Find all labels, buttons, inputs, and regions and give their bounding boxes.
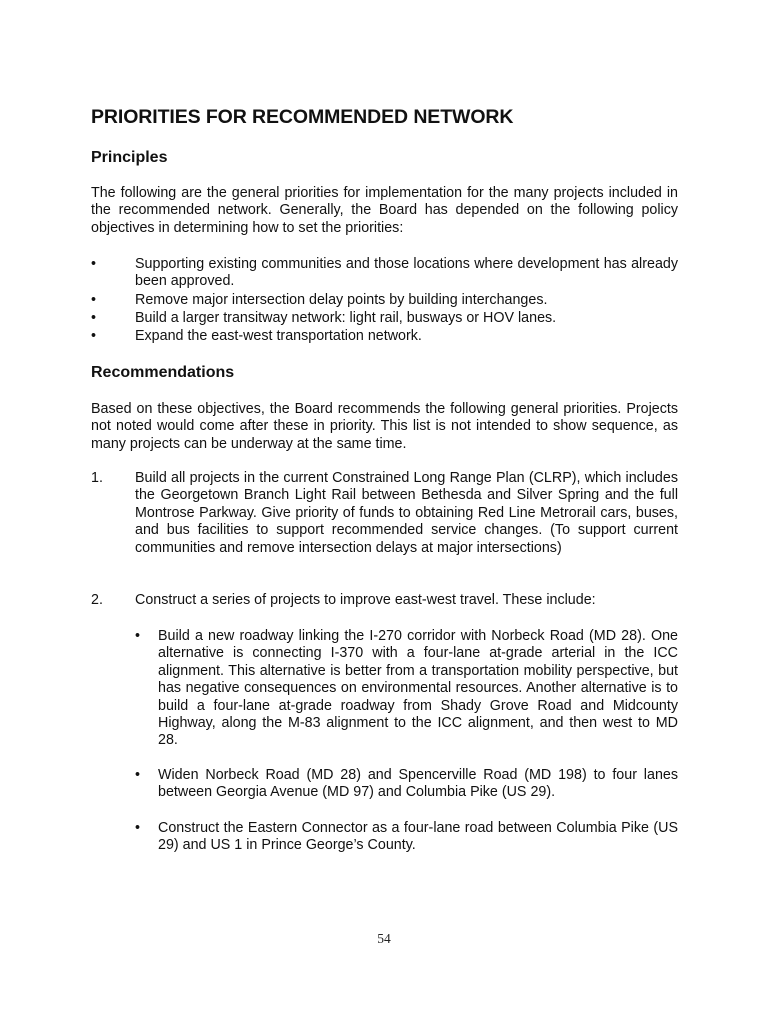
bullet-marker: •	[91, 256, 97, 272]
bullet-marker: •	[135, 767, 141, 783]
sub-bullet-text: Build a new roadway linking the I-270 corridor with Norbeck Road (MD 28). One alternative is connecting I-370 with a four-lane at-grade arterial in the ICC alignment. This alternative is better from a transportation mobility perspective, but has negative consequences on environmental resources. Another alternative is to build a four-lane at-grade roadway from Shady Grove Road and Midcounty Highway, along the M-83 alignment to the ICC alignment, and then west to MD 28.	[158, 628, 678, 749]
principles-bullet-text: Expand the east-west transportation network.	[135, 328, 422, 344]
item-number: 2.	[91, 592, 103, 608]
page-number: 54	[377, 931, 391, 946]
item-text: Build all projects in the current Constrained Long Range Plan (CLRP), which includes the Georgetown Branch Light Rail between Bethesda and Silver Spring and the full Montrose Parkway. Give priority of funds to obtaining Red Line Metrorail cars, buses, and bus facilities to support recommended service changes. (To support current communities and remove intersection delays at major intersections)	[135, 470, 678, 556]
principles-bullet-text: Supporting existing communities and those locations where development has already been approved.	[135, 256, 678, 290]
sub-bullet-text: Construct the Eastern Connector as a four-lane road between Columbia Pike (US 29) and US 1 in Prince George’s County.	[158, 820, 678, 854]
principles-intro-paragraph: The following are the general priorities for implementation for the many projects included in the recommended network. Generally, the Board has depended on the following policy objectives in determining how to set the priorities:	[91, 185, 678, 236]
page-title: PRIORITIES FOR RECOMMENDED NETWORK	[91, 106, 514, 128]
principles-bullet-text: Build a larger transitway network: light rail, busways or HOV lanes.	[135, 310, 557, 326]
bullet-marker: •	[91, 310, 97, 326]
principles-heading: Principles	[91, 149, 168, 166]
bullet-marker: •	[135, 628, 141, 644]
bullet-marker: •	[135, 820, 141, 836]
principles-bullet-text: Remove major intersection delay points by building interchanges.	[135, 292, 548, 308]
item-number: 1.	[91, 470, 103, 486]
bullet-marker: •	[91, 328, 97, 344]
item-text: Construct a series of projects to improve east-west travel. These include:	[135, 592, 596, 608]
recommendations-heading: Recommendations	[91, 364, 235, 381]
recommendations-intro-paragraph: Based on these objectives, the Board recommends the following general priorities. Projects not noted would come after these in priority. This list is not intended to show sequence, as many projects can be underway at the same time.	[91, 401, 678, 452]
bullet-marker: •	[91, 292, 97, 308]
sub-bullet-text: Widen Norbeck Road (MD 28) and Spencerville Road (MD 198) to four lanes between Georgia Avenue (MD 97) and Columbia Pike (US 29).	[158, 767, 678, 801]
